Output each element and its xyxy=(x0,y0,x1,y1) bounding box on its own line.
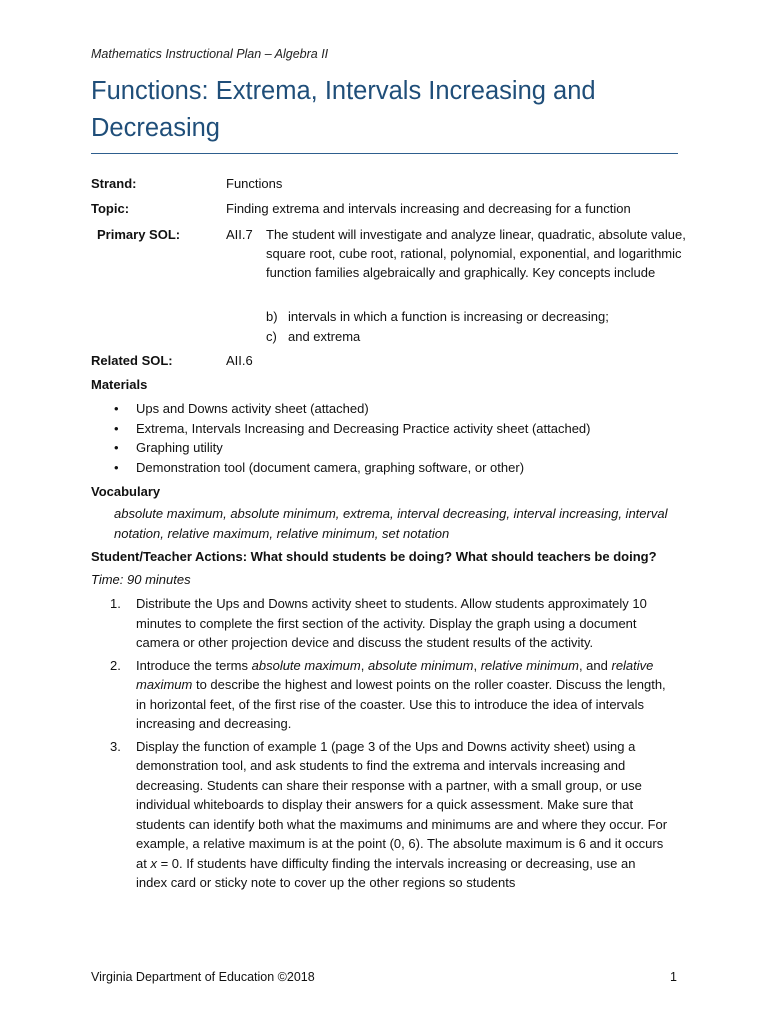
list-item: • Demonstration tool (document camera, graphing software, or other) xyxy=(110,458,591,478)
step-text-part: to describe the highest and lowest points on the roller coaster. Discuss the length, in horizontal feet, of the first rise of the coaster. Use this to introduce the idea of intervals increasing and decreasing. xyxy=(136,677,666,731)
sol-sub-item xyxy=(266,327,360,346)
footer-publisher: Virginia Department of Education ©2018 xyxy=(91,970,315,984)
vocab-term: absolute maximum xyxy=(251,657,361,673)
topic-value: Finding extrema and intervals increasing and decreasing for a function xyxy=(226,201,631,216)
vocab-term: absolute minimum xyxy=(367,657,474,673)
math-variable: x xyxy=(150,855,157,871)
page-number: 1 xyxy=(670,970,677,984)
topic-label: Topic: xyxy=(91,201,130,216)
list-item: • Extrema, Intervals Increasing and Decreasing Practice activity sheet (attached) xyxy=(110,419,591,439)
step-text-part: Introduce the terms xyxy=(136,657,252,673)
step-number: 3. xyxy=(110,738,121,754)
materials-heading: Materials xyxy=(91,377,148,392)
sub-item-marker: c) xyxy=(266,329,277,344)
related-sol-value: AII.6 xyxy=(226,353,253,368)
step-text-part: , xyxy=(360,657,368,673)
primary-sol-text: The student will investigate and analyze linear, quadratic, absolute value, square root, cube root, rational, polynomial, exponential, and logarithmic function families algebraically and graphically. Key concepts include xyxy=(266,227,686,280)
primary-sol-label: Primary SOL: xyxy=(97,227,181,242)
materials-list xyxy=(110,399,591,477)
vocab-term: relative maximum xyxy=(136,657,654,692)
step-item xyxy=(110,737,670,893)
list-item: • Ups and Downs activity sheet (attached) xyxy=(110,399,591,419)
list-item: • Graphing utility xyxy=(110,438,591,458)
time-note: Time: 90 minutes xyxy=(91,572,191,587)
vocab-term: relative minimum xyxy=(480,657,579,673)
step-text-part: , and xyxy=(578,657,612,673)
vocabulary-terms: absolute maximum, absolute minimum, extrema, interval decreasing, interval increasing, interval notation, relative maximum, relative minimum, set notation xyxy=(114,506,668,541)
actions-heading: Student/Teacher Actions: What should students be doing? What should teachers be doing? xyxy=(91,549,657,564)
running-header: Mathematics Instructional Plan – Algebra II xyxy=(91,47,329,61)
sub-item-text: and extrema xyxy=(288,329,361,344)
step-number: 2. xyxy=(110,657,121,673)
primary-sol-code: AII.7 xyxy=(226,227,253,242)
strand-value: Functions xyxy=(226,176,283,191)
page-title: Functions: Extrema, Intervals Increasing and Decreasing xyxy=(91,77,596,142)
step-text: Distribute the Ups and Downs activity sheet to students. Allow students approximately 10 minutes to complete the first section of the activity. Display the graph using a document camera or other projection device and discuss the student results of the activity. xyxy=(136,596,647,650)
title-divider xyxy=(91,153,678,154)
step-item xyxy=(110,656,670,734)
related-sol-label: Related SOL: xyxy=(91,353,173,368)
step-text-part: = 0. If students have difficulty finding the intervals increasing or decreasing, use an index card or sticky note to cover up the other regions so students xyxy=(136,855,636,890)
sub-item-marker: b) xyxy=(266,309,278,324)
vocabulary-heading: Vocabulary xyxy=(91,484,161,499)
steps-list xyxy=(110,594,670,896)
step-item xyxy=(110,594,670,653)
step-number: 1. xyxy=(110,596,121,611)
sol-sub-item xyxy=(266,307,609,326)
sub-item-text: intervals in which a function is increasing or decreasing; xyxy=(288,309,609,324)
step-text-part: , xyxy=(473,657,481,673)
step-text-part: Display the function of example 1 (page 3 of the Ups and Downs activity sheet) using a demonstration tool, and ask students to find the extrema and intervals increasing and decreasing. Students can share their response with a partner, with a small group, or use individual whiteboards to display their answers for a quick assessment. Make sure that students can identify both what the maximums and minimums are and where they occur. For example, a relative maximum is at the point (0, 6). The absolute maximum is 6 and it occurs at xyxy=(136,738,668,871)
strand-label: Strand: xyxy=(91,176,137,191)
